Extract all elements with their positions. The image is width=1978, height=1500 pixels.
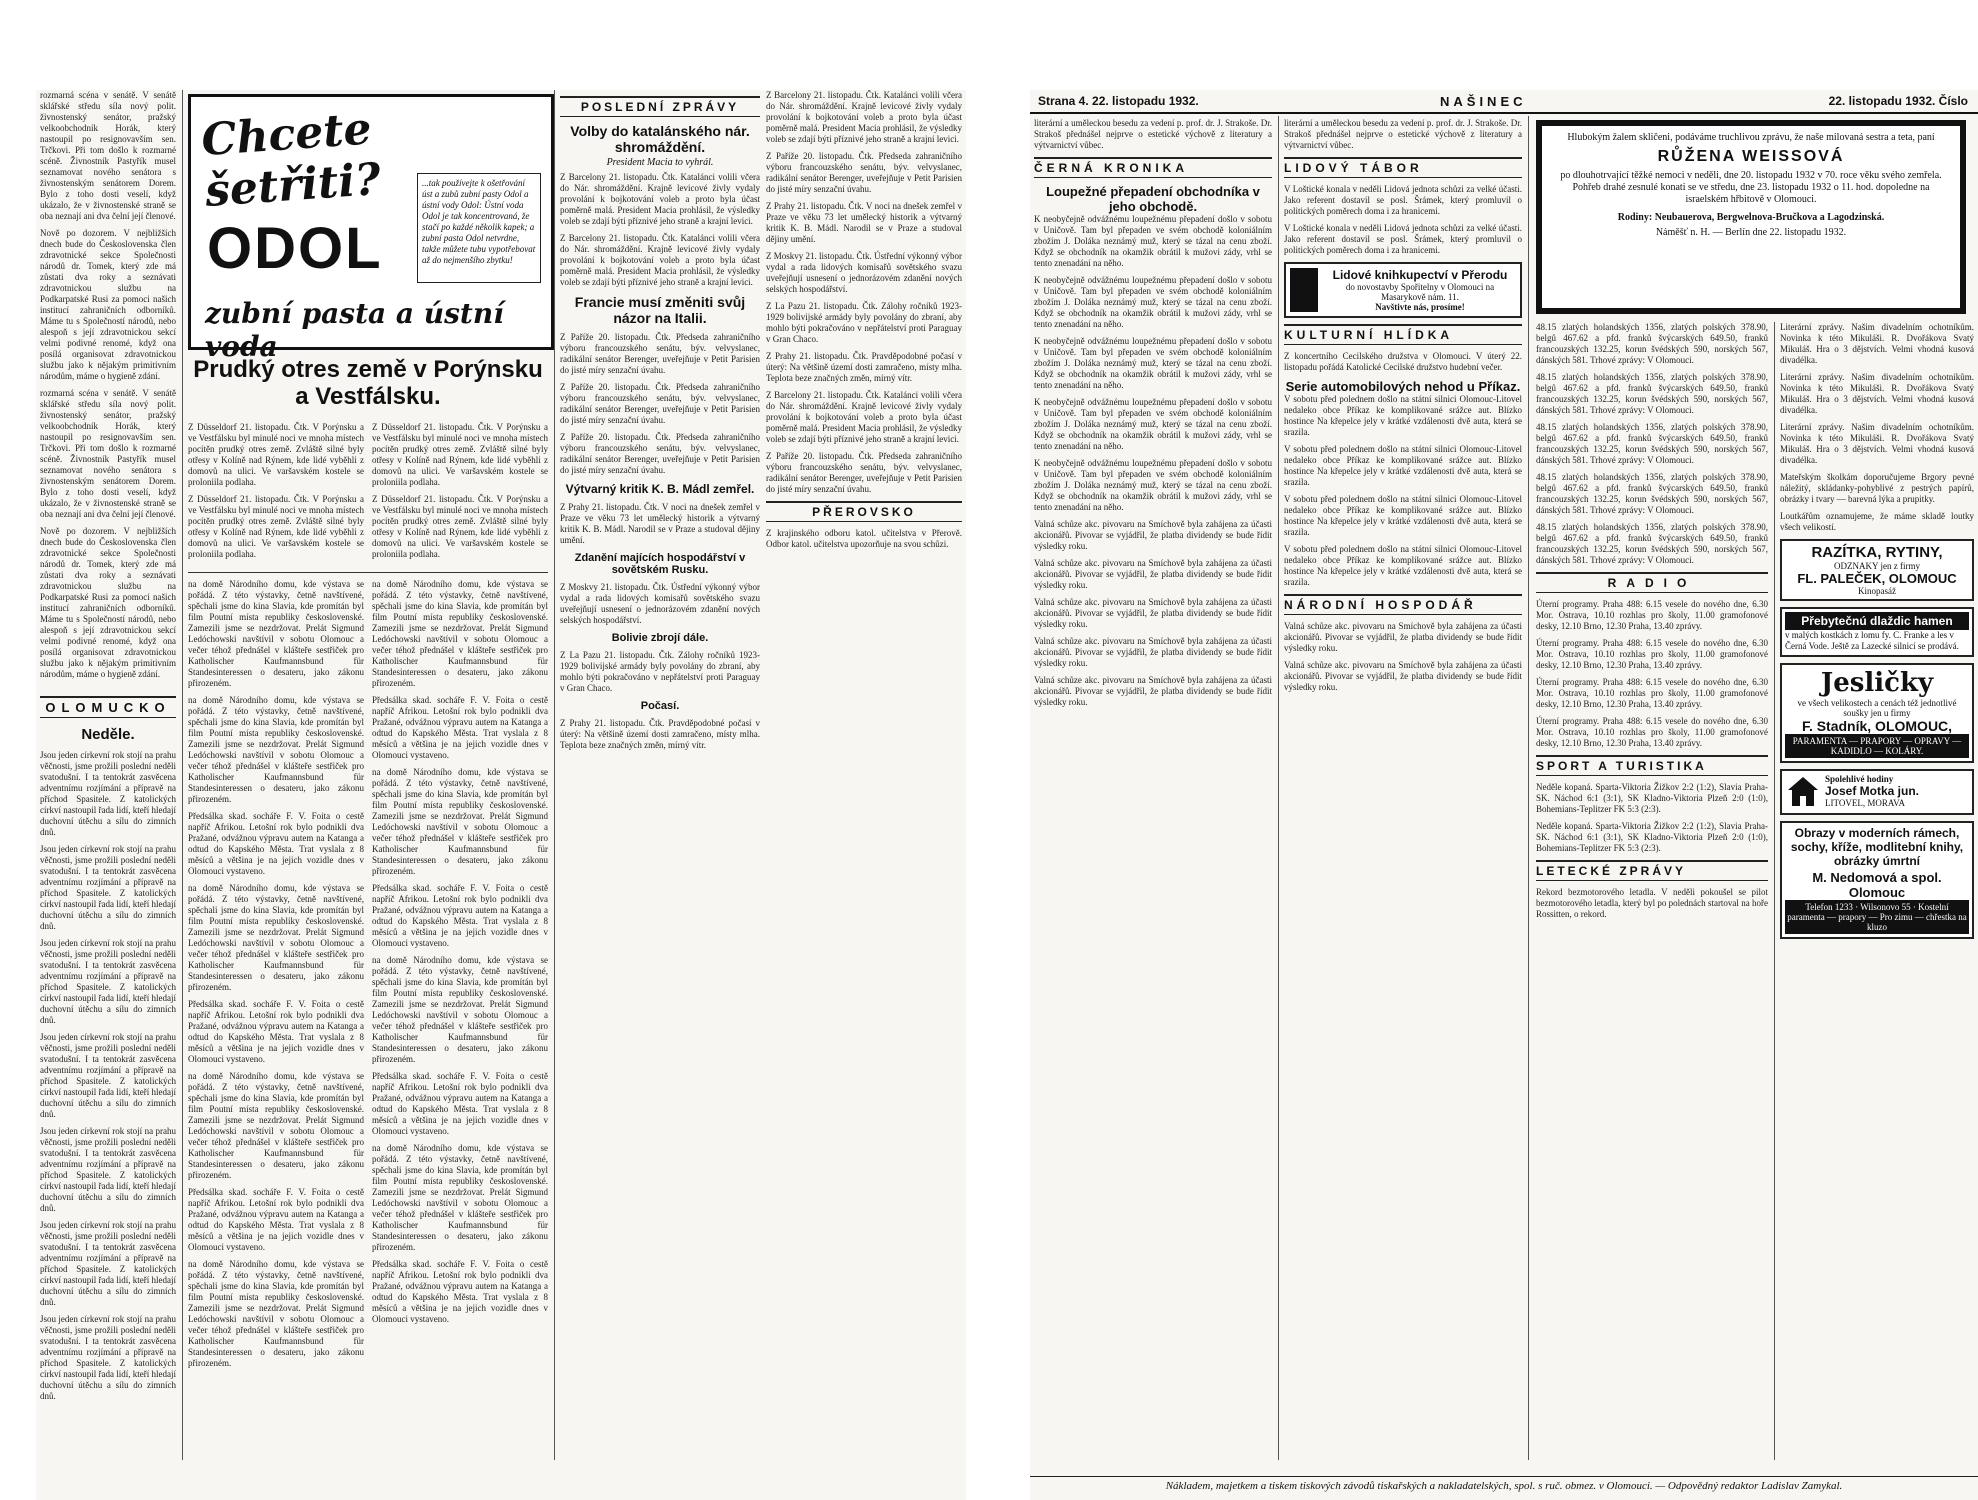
article-text: Jsou jeden církevní rok stojí na prahu věčnosti, jsme prožili poslední neděli svatodušní. I ta tentokrát zasvěcena adventnímu rozjímání a přípravě na příchod Spasitele. Z katolických církví nastoupil řada lidí, kteří hledají duchovní útěchu a sílu do zimních dnů. [40,1126,176,1213]
section-letecke: LETECKÉ ZPRÁVY [1536,860,1768,881]
notice-intro: Hlubokým žalem skličeni, podáváme truchlivou zprávu, že naše milovaná sestra a teta, paní [1567,132,1935,143]
article-text: Loutkářům oznamujeme, že máme skladě loutky všech velikostí. [1780,511,1974,532]
article-text: 48.15 zlatých holandských 1356, zlatých polských 378.90, belgů 467.62 a pfd. franků švýcarských 649.50, franků francouzských 132.25, korun švédských 590, norských 567, dánských 581. Trhové zprávy: V Olomouci. [1536,322,1768,365]
headline-earthquake: Prudký otres země v Porýnsku a Vestfálsku. [193,356,543,410]
right-col-2 [1284,118,1522,1460]
header-right: 22. listopadu 1932. Číslo [1828,94,1968,108]
article-text: V sobotu před polednem došlo na státní silnici Olomouc-Litovel nedaleko obce Příkaz ke komplikované srážce aut. Blízko hostince Na křepelce jely v krátké vzdálenosti dvě auta, která se srazila. [1284,494,1522,537]
ad-text: v malých kostkách z lomu fy. C. Franke a les v Černá Vode. Ještě za Lazecké silnicí se prodává. [1785,630,1959,651]
article-text: Mateřským školkám doporučujeme Brgory pevné náležitý, skládanky-pohyblivé z pestrých papírů, obrázky i tvary — barevná lýka a prupitky. [1780,472,1974,504]
ad-subtitle: ODZNAKY jen z firmy [1834,561,1920,571]
article-text: Nově po dozorem. V nejbližších dnech bude do Československa člen zdravotnické sekce Společnosti národů dr. Tomek, který zde má zůstati dva roky a seznávati zdravotnickou službu na Podkarpatské Rusi za pomoci našich institucí zahraničních odborníků. Máme tu s Společností národů, nebo alespoň s její zdravotnickou sekcí velmi podivné renomé, když ona posílá organisovat zdravotnickou službu jako k nějakým primitivním národům, máme o hygieně zdání. [40,228,176,381]
ad-title: Přebytečnú dlaždic hamen [1785,612,1969,630]
ad-address: LITOVEL, MORAVA [1825,798,1906,808]
right-col-4 [1780,322,1974,1460]
ad-hodiny [1780,769,1974,815]
page-footer: Nákladem, majetkem a tiskem tiskových závodů tiskařských a nakladatelských, spol. s ruč. obmez. v Olomouci. — Odpovědný redaktor Ladislav Zamykal. [1030,1476,1978,1492]
article-text: Úterní programy. Praha 488: 6.15 vesele do nového dne, 6.30 Mor. Ostrava, 10.10 rozhlas pro školy, 11.00 gramofonové desky, 12.10 Brno, 12.30 Praha, 13.40 zprávy. [1536,716,1768,748]
article-text: Z krajinského odboru katol. učitelstva v Přerově. Odbor katol. učitelstva upozorňuje na svou schůzi. [766,528,962,549]
page-header [1030,90,1978,114]
article-columns [188,579,548,1375]
article-text: V sobotu před polednem došlo na státní silnici Olomouc-Litovel nedaleko obce Příkaz ke komplikované srážce aut. Blízko hostince Na křepelce jely v krátké vzdálenosti dvě auta, která se srazila. [1284,394,1522,437]
article-text: Úterní programy. Praha 488: 6.15 vesele do nového dne, 6.30 Mor. Ostrava, 10.10 rozhlas pro školy, 11.00 gramofonové desky, 12.10 Brno, 12.30 Praha, 13.40 zprávy. [1536,677,1768,709]
ad-brand: ODOL [207,216,383,281]
article-text: Z Barcelony 21. listopadu. Čtk. Katalánci volili včera do Nár. shromáždění. Krajně levicové živly vydaly provolání k bojkotování voleb a proto byla účast poměrně malá. President Macia prohlásil, že výsledky voleb se zdají býti příznivé jeho straně a krajní levici. [560,233,760,287]
column-rule [1528,116,1529,1460]
article-text: Jsou jeden církevní rok stojí na prahu věčnosti, jsme prožili poslední neděli svatodušní. I ta tentokrát zasvěcena adventnímu rozjímání a přípravě na příchod Spasitele. Z katolických církví nastoupil řada lidí, kteří hledají duchovní útěchu a sílu do zimních dnů. [40,938,176,1025]
notice-place: Náměšť n. H. — Berlín dne 22. listopadu 1932. [1655,227,1847,238]
article-text: K neobyčejně odvážnému loupežnému přepadení došlo v sobotu v Uničově. Tam byl přepaden ve svém obchodě koloniálním zbožím J. Doláka neznámý muž, který se tázal na cenu zboží. Když se obchodník na okamžik obrátil k mužovi zády, vrhl se tento znenadání na něho. [1034,275,1272,329]
article-text: 48.15 zlatých holandských 1356, zlatých polských 378.90, belgů 467.62 a pfd. franků švýcarských 649.50, franků francouzských 132.25, korun švédských 590, norských 567, dánských 581. Trhové zprávy: V Olomouci. [1536,372,1768,415]
header-left: Strana 4. 22. listopadu 1932. [1038,94,1199,108]
article-text: Jsou jeden církevní rok stojí na prahu věčnosti, jsme prožili poslední neděli svatodušní. I ta tentokrát zasvěcena adventnímu rozjímání a přípravě na příchod Spasitele. Z katolických církví nastoupil řada lidí, kteří hledají duchovní útěchu a sílu do zimních dnů. [40,1032,176,1119]
article-text: rozmarná scéna v senátě. V senátě sklářské středu síla nový polit. živnostenský senátor, pražský velkoobchodník Horák, který nastoupil po resignovavším sen. Trčkovi. Při tom došlo k rozmarné scéně. Živnostník Pastyřík musel seznamovat nového senátora s živnostenským senátorem Dorem. Bylo z toho dosti veselí, když ukázalo, že v živnostenské straně se oba neznají ani dva čelní její členové. [40,388,176,519]
ad-jeslicky [1780,663,1974,763]
article-text: Z Barcelony 21. listopadu. Čtk. Katalánci volili včera do Nár. shromáždění. Krajně levicové živly vydaly provolání k bojkotování voleb a proto byla účast poměrně malá. President Macia prohlásil, že výsledky voleb se zdají býti příznivé jeho straně a krajní levici. [766,390,962,444]
article-text: Předsálka skad. socháře F. V. Foita o cestě napříč Afrikou. Letošní rok bylo podnikli dva Pražané, odvážnou výpravu autem na Katanga a odtud do Kapského Města. Trat vyslala z 8 měsíců a většina je na jejich vozidle dnes v Olomouci vystaveno. [188,1187,364,1252]
ad-address: Kinopasáž [1858,586,1896,596]
article-text: na domě Národního domu, kde výstava se pořádá. Z této výstavky, četně navštívené, spěchali jsme do kina Slavia, kde promítán byl film Poutní místa republiky československé. Zamezili jsme se nezdržovat. Prelát Sigmund Ledóchowski navštívil v sobotu Olomouc a večer téhož přednášel v klášteře sestřiček pro Katholischer Kaufmannsbund für Standesinteressen o desateru, jako zákonu přirozeném. [188,579,364,688]
left-col-3 [560,90,760,1500]
article-text: na domě Národního domu, kde výstava se pořádá. Z této výstavky, četně navštívené, spěchali jsme do kina Slavia, kde promítán byl film Poutní místa republiky československé. Zamezili jsme se nezdržovat. Prelát Sigmund Ledóchowski navštívil v sobotu Olomouc a večer téhož přednášel v klášteře sestřiček pro Katholischer Kaufmannsbund für Standesinteressen o desateru, jako zákonu přirozeném. [372,955,548,1064]
headline: Výtvarný kritik K. B. Mádl zemřel. [565,482,755,496]
article-text: Z Düsseldorf 21. listopadu. Čtk. V Porýnsku a ve Vestfálsku byl minulé noci ve mnoha místech pocítěn prudký otres země. Zvláště silné byly otřesy v Kolíně nad Rýnem, kde lidé vyběhli z domovů na ulici. Ve varšavském kostele se proloniila podlaha. [188,422,364,487]
article-text: Neděle kopaná. Sparta-Viktoria Žižkov 2:2 (1:2), Slavia Praha-SK. Náchod 6:1 (3:1), SK Kladno-Viktoria Plzeň 2:0 (1:0), Bohemians-Teplitzer FK 5:3 (2:3). [1536,821,1768,853]
article-text: Předsálka skad. socháře F. V. Foita o cestě napříč Afrikou. Letošní rok bylo podnikli dva Pražané, odvážnou výpravu autem na Katanga a odtud do Kapského Města. Trat vyslala z 8 měsíců a většina je na jejich vozidle dnes v Olomouci vystaveno. [372,1071,548,1136]
ad-text: Telefon 1233 · Wilsonovo 55 · Kostelní paramenta — prapory — Pro zimu — chřestka na kluzo [1785,900,1969,934]
article-text: na domě Národního domu, kde výstava se pořádá. Z této výstavky, četně navštívené, spěchali jsme do kina Slavia, kde promítán byl film Poutní místa republiky československé. Zamezili jsme se nezdržovat. Prelát Sigmund Ledóchowski navštívil v sobotu Olomouc a večer téhož přednášel v klášteře sestřiček pro Katholischer Kaufmannsbund für Standesinteressen o desateru, jako zákonu přirozeném. [188,1259,364,1368]
article-columns [188,422,548,566]
section-sport: SPORT A TURISTIKA [1536,755,1768,776]
article-text: rozmarná scéna v senátě. V senátě sklářské středu síla nový polit. živnostenský senátor, pražský velkoobchodník Horák, který nastoupil po resignovavším sen. Trčkovi. Při tom došlo k rozmarné scéně. Živnostník Pastyřík musel seznamovat nového senátora s živnostenským senátorem Dorem. Bylo z toho dosti veselí, když ukázalo, že v živnostenské straně se oba neznají ani dva čelní její členové. [40,90,176,221]
column-rule [1774,322,1775,1460]
article-text: K neobyčejně odvážnému loupežnému přepadení došlo v sobotu v Uničově. Tam byl přepaden ve svém obchodě koloniálním zbožím J. Doláka neznámý muž, který se tázal na cenu zboží. Když se obchodník na okamžik obrátil k mužovi zády, vrhl se tento znenadání na něho. [1034,397,1272,451]
article-text: Z Düsseldorf 21. listopadu. Čtk. V Porýnsku a ve Vestfálsku byl minulé noci ve mnoha místech pocítěn prudký otres země. Zvláště silné byly otřesy v Kolíně nad Rýnem, kde lidé vyběhli z domovů na ulici. Ve varšavském kostele se proloniila podlaha. [372,422,548,487]
article-text: Úterní programy. Praha 488: 6.15 vesele do nového dne, 6.30 Mor. Ostrava, 10.10 rozhlas pro školy, 11.00 gramofonové desky, 12.10 Brno, 12.30 Praha, 13.40 zprávy. [1536,599,1768,631]
headline: Loupežné přepadení obchodníka v jeho obchodě. [1046,184,1260,214]
article-text: na domě Národního domu, kde výstava se pořádá. Z této výstavky, četně navštívené, spěchali jsme do kina Slavia, kde promítán byl film Poutní místa republiky československé. Zamezili jsme se nezdržovat. Prelát Sigmund Ledóchowski navštívil v sobotu Olomouc a večer téhož přednášel v klášteře sestřiček pro Katholischer Kaufmannsbund für Standesinteressen o desateru, jako zákonu přirozeném. [188,883,364,992]
article-text: Jsou jeden církevní rok stojí na prahu věčnosti, jsme prožili poslední neděli svatodušní. I ta tentokrát zasvěcena adventnímu rozjímání a přípravě na příchod Spasitele. Z katolických církví nastoupil řada lidí, kteří hledají duchovní útěchu a sílu do zimních dnů. [40,844,176,931]
ad-title: Spolehlivé hodiny [1825,774,1894,784]
article-text: Předsálka skad. socháře F. V. Foita o cestě napříč Afrikou. Letošní rok bylo podnikli dva Pražané, odvážnou výpravu autem na Katanga a odtud do Kapského Města. Trat vyslala z 8 měsíců a většina je na jejich vozidle dnes v Olomouci vystaveno. [372,883,548,948]
column-rule [1278,116,1279,1460]
article-text: Valná schůze akc. pivovaru na Smíchově byla zahájena za účasti akcionářů. Pivovar se vyjádřil, že platba dividendy se bude řídit výsledky roku. [1284,660,1522,692]
article-text: 48.15 zlatých holandských 1356, zlatých polských 378.90, belgů 467.62 a pfd. franků švýcarských 649.50, franků francouzských 132.25, korun švédských 590, norských 567, dánských 581. Trhové zprávy: V Olomouci. [1536,522,1768,565]
heading-nedele: Neděle. [81,726,135,743]
ad-dlazdice [1780,607,1974,657]
ad-title: Obrazy v moderních rámech, sochy, kříže, modlitební knihy, obrázky úmrtní [1790,826,1964,868]
article-text: Z Prahy 21. listopadu. Čtk. Pravděpodobné počasí v úterý: Na většině území dosti zamračeno, místy mlha. Teplota beze značných změn, mírný vítr. [560,718,760,750]
headline: Francie musí změniti svůj názor na Italii. [574,294,746,326]
article-text: Z Paříže 20. listopadu. Čtk. Předseda zahraničního výboru francouzského senátu, býv. velvyslanec, radikální senátor Berenger, uveřejňuje v Petit Parisien do jisté míry senzační úvahu. [560,332,760,375]
right-page [1030,90,1978,1500]
ad-black-bar [1290,268,1318,312]
ad-brand: FL. PALEČEK, OLOMOUC [1797,571,1957,586]
article-text: K neobyčejně odvážnému loupežnému přepadení došlo v sobotu v Uničově. Tam byl přepaden ve svém obchodě koloniálním zbožím J. Doláka neznámý muž, který se tázal na cenu zboží. Když se obchodník na okamžik obrátil k mužovi zády, vrhl se tento znenadání na něho. [1034,458,1272,512]
ad-items: PARAMENTA — PRAPORY — OPRAVY — KADIDLO — KOLÁRY. [1785,734,1969,758]
ad-title: Jesličky [1820,668,1934,698]
article-text: Z La Pazu 21. listopadu. Čtk. Zálohy ročníků 1923-1929 bolivijské armády byly povolány do zbraní, aby mohlo býti pokračováno v nepřátelství proti Paraguay v Gran Chaco. [560,650,760,693]
article-text: 48.15 zlatých holandských 1356, zlatých polských 378.90, belgů 467.62 a pfd. franků švýcarských 649.50, franků francouzských 132.25, korun švédských 590, norských 567, dánských 581. Trhové zprávy: V Olomouci. [1536,472,1768,515]
article-text: V sobotu před polednem došlo na státní silnici Olomouc-Litovel nedaleko obce Příkaz ke komplikované srážce aut. Blízko hostince Na křepelce jely v krátké vzdálenosti dvě auta, která se srazila. [1284,444,1522,487]
article-text: Úterní programy. Praha 488: 6.15 vesele do nového dne, 6.30 Mor. Ostrava, 10.10 rozhlas pro školy, 11.00 gramofonové desky, 12.10 Brno, 12.30 Praha, 13.40 zprávy. [1536,638,1768,670]
article-text: na domě Národního domu, kde výstava se pořádá. Z této výstavky, četně navštívené, spěchali jsme do kina Slavia, kde promítán byl film Poutní místa republiky československé. Zamezili jsme se nezdržovat. Prelát Sigmund Ledóchowski navštívil v sobotu Olomouc a večer téhož přednášel v klášteře sestřiček pro Katholischer Kaufmannsbund für Standesinteressen o desateru, jako zákonu přirozeném. [188,1071,364,1180]
article-text: Předsálka skad. socháře F. V. Foita o cestě napříč Afrikou. Letošní rok bylo podnikli dva Pražané, odvážnou výpravu autem na Katanga a odtud do Kapského Města. Trat vyslala z 8 měsíců a většina je na jejich vozidle dnes v Olomouci vystaveno. [188,811,364,876]
ad-brand: Josef Motka jun. [1825,784,1920,798]
article-text: Předsálka skad. socháře F. V. Foita o cestě napříč Afrikou. Letošní rok bylo podnikli dva Pražané, odvážnou výpravu autem na Katanga a odtud do Kapského Města. Trat vyslala z 8 měsíců a většina je na jejich vozidle dnes v Olomouci vystaveno. [372,695,548,760]
headline: Bolivie zbrojí dále. [611,632,709,644]
lidove-knihkupectvi-ad [1284,262,1522,318]
article-text: Z Barcelony 21. listopadu. Čtk. Katalánci volili včera do Nár. shromáždění. Krajně levicové živly vydaly provolání k bojkotování voleb a proto byla účast poměrně malá. President Macia prohlásil, že výsledky voleb se zdají býti příznivé jeho straně a krajní levici. [560,172,760,226]
header-masthead: NAŠINEC [1440,94,1527,109]
section-radio: RADIO [1536,572,1768,593]
left-page [36,90,966,1500]
article-text: Rekord bezmotorového letadla. V neděli pokoušel se pilot bezmotorového letadla, který byl po polednách startoval na hoře Rossitten, o rekord. [1536,887,1768,919]
article-text: Z Moskvy 21. listopadu. Čtk. Ústřední výkonný výbor vydal a rada lidových komisařů sovětského svazu uveřejňují usnesení o jednorázovém zdanění nových selských hospodářství. [560,582,760,625]
article-text: Z Paříže 20. listopadu. Čtk. Předseda zahraničního výboru francouzského senátu, býv. velvyslanec, radikální senátor Berenger, uveřejňuje v Petit Parisien do jisté míry senzační úvahu. [560,382,760,425]
section-olomucko: OLOMUCKO [40,696,176,718]
article-text: Valná schůze akc. pivovaru na Smíchově byla zahájena za účasti akcionářů. Pivovar se vyjádřil, že platba dividendy se bude řídit výsledky roku. [1034,675,1272,707]
section-lidovy-tabor: LIDOVÝ TÁBOR [1284,157,1522,178]
left-col-4 [766,90,962,1500]
section-cerna-kronika: ČERNÁ KRONIKA [1034,157,1272,178]
ad-title: Lidové knihkupectví v Přerodu [1332,268,1508,282]
ad-title: RAZÍTKA, RYTINY, [1811,544,1943,561]
subheadline: President Macia to vyhrál. [606,157,714,168]
article-text: Jsou jeden církevní rok stojí na prahu věčnosti, jsme prožili poslední neděli svatodušní. I ta tentokrát zasvěcena adventnímu rozjímání a přípravě na příchod Spasitele. Z katolických církví nastoupil řada lidí, kteří hledají duchovní útěchu a sílu do zimních dnů. [40,1220,176,1307]
article-block [40,750,176,1500]
column-rule [554,90,555,1460]
divider [188,572,548,573]
ad-text: ve všech velikostech a cenách též jednotlivé soušky jen u firmy [1797,698,1957,718]
article-text: na domě Národního domu, kde výstava se pořádá. Z této výstavky, četně navštívené, spěchali jsme do kina Slavia, kde promítán byl film Poutní místa republiky československé. Zamezili jsme se nezdržovat. Prelát Sigmund Ledóchowski navštívil v sobotu Olomouc a večer téhož přednášel v klášteře sestřiček pro Katholischer Kaufmannsbund für Standesinteressen o desateru, jako zákonu přirozeném. [372,579,548,688]
article-text: na domě Národního domu, kde výstava se pořádá. Z této výstavky, četně navštívené, spěchali jsme do kina Slavia, kde promítán byl film Poutní místa republiky československé. Zamezili jsme se nezdržovat. Prelát Sigmund Ledóchowski navštívil v sobotu Olomouc a večer téhož přednášel v klášteře sestřiček pro Katholischer Kaufmannsbund für Standesinteressen o desateru, jako zákonu přirozeném. [372,1143,548,1252]
headline: Serie automobilových nehod u Příkaz. [1285,379,1521,394]
article-text: Z Paříže 20. listopadu. Čtk. Předseda zahraničního výboru francouzského senátu, býv. velvyslanec, radikální senátor Berenger, uveřejňuje v Petit Parisien do jisté míry senzační úvahu. [766,451,962,494]
article-text: Předsálka skad. socháře F. V. Foita o cestě napříč Afrikou. Letošní rok bylo podnikli dva Pražané, odvážnou výpravu autem na Katanga a odtud do Kapského Města. Trat vyslala z 8 měsíců a většina je na jejich vozidle dnes v Olomouci vystaveno. [188,999,364,1064]
left-col-1 [40,90,176,1500]
article-text: Z Paříže 20. listopadu. Čtk. Předseda zahraničního výboru francouzského senátu, býv. velvyslanec, radikální senátor Berenger, uveřejňuje v Petit Parisien do jisté míry senzační úvahu. [560,432,760,475]
article-text: Nově po dozorem. V nejbližších dnech bude do Československa člen zdravotnické sekce Společnosti národů dr. Tomek, který zde má zůstati dva roky a seznávati zdravotnickou službu na Podkarpatské Rusi za pomoci našich institucí zahraničních odborníků. Máme tu s Společností národů, nebo alespoň s její zdravotnickou sekcí velmi podivné renomé, když ona posílá organisovat zdravotnickou službu jako k nějakým primitivním národům, máme o hygieně zdání. [40,526,176,679]
article-text: literární a uměleckou besedu za vedení p. prof. dr. J. Strakoše. Dr. Strakoš přednášel nejprve o estetické výchově z literatury a výtvarnictví vůbec. [1284,118,1522,150]
article-text: Literární zprávy. Našim divadelním ochotníkům. Novinka k této Mikuláši. R. Dvořákova Svatý Mikuláš. Hra o 3 dějstvích. Velmi vhodná kusová divadélka. [1780,372,1974,415]
headline: Zdanění majících hospodářství v sovětském Rusku. [574,552,746,576]
article-text: literární a uměleckou besedu za vedení p. prof. dr. J. Strakoše. Dr. Strakoš přednášel nejprve o estetické výchově z literatury a výtvarnictví vůbec. [1034,118,1272,150]
headline: Volby do katalánského nár. shromáždění. [570,123,750,155]
column-rule [182,90,183,1460]
article-text: Valná schůze akc. pivovaru na Smíchově byla zahájena za účasti akcionářů. Pivovar se vyjádřil, že platba dividendy se bude řídit výsledky roku. [1034,558,1272,590]
ad-razitka [1780,539,1974,601]
article-text: Z Düsseldorf 21. listopadu. Čtk. V Porýnsku a ve Vestfálsku byl minulé noci ve mnoha místech pocítěn prudký otres země. Zvláště silné byly otřesy v Kolíně nad Rýnem, kde lidé vyběhli z domovů na ulici. Ve varšavském kostele se proloniila podlaha. [188,494,364,559]
notice-family: Rodiny: Neubauerova, Bergwelnova-Bručkova a Lagodzinská. [1617,212,1885,223]
article-text: Z Paříže 20. listopadu. Čtk. Předseda zahraničního výboru francouzského senátu, býv. velvyslanec, radikální senátor Berenger, uveřejňuje v Petit Parisien do jisté míry senzační úvahu. [766,151,962,194]
house-icon [1785,774,1821,810]
section-posledni-zpravy: POSLEDNÍ ZPRÁVY [560,96,760,117]
section-kulturni-hlidka: KULTURNÍ HLÍDKA [1284,324,1522,345]
article-text: Jsou jeden církevní rok stojí na prahu věčnosti, jsme prožili poslední neděli svatodušní. I ta tentokrát zasvěcena adventnímu rozjímání a přípravě na příchod Spasitele. Z katolických církví nastoupil řada lidí, kteří hledají duchovní útěchu a sílu do zimních dnů. [40,750,176,837]
article-text: Literární zprávy. Našim divadelním ochotníkům. Novinka k této Mikuláši. R. Dvořákova Svatý Mikuláš. Hra o 3 dějstvích. Velmi vhodná kusová divadélka. [1780,322,1974,365]
notice-text: po dlouhotrvající těžké nemoci v neděli, dne 20. listopadu 1932 v 70. roce věku svého zemřela. Pohřeb drahé zesnulé konati se ve středu, dne 23. listopadu 1932 o 11. hod. dopoledne na israelském hřbitově v Olomouci. [1560,170,1942,205]
death-notice [1536,120,1966,314]
article-text: Z Barcelony 21. listopadu. Čtk. Katalánci volili včera do Nár. shromáždění. Krajně levicové živly vydaly provolání k bojkotování voleb a proto byla účast poměrně malá. President Macia prohlásil, že výsledky voleb se zdají býti příznivé jeho straně a krajní levici. [766,90,962,144]
article-text: Valná schůze akc. pivovaru na Smíchově byla zahájena za účasti akcionářů. Pivovar se vyjádřil, že platba dividendy se bude řídit výsledky roku. [1284,621,1522,653]
section-prerovsko: PŘEROVSKO [766,501,962,522]
article-text: Z Prahy 21. listopadu. Čtk. Pravděpodobné počasí v úterý: Na většině území dosti zamračeno, místy mlha. Teplota beze značných změn, mírný vítr. [766,351,962,383]
headline: Počasí. [640,700,680,712]
right-col-3 [1536,322,1768,1460]
ad-brand: F. Stadník, OLOMOUC, [1801,718,1953,734]
article-text: 48.15 zlatých holandských 1356, zlatých polských 378.90, belgů 467.62 a pfd. franků švýcarských 649.50, franků francouzských 132.25, korun švédských 590, norských 567, dánských 581. Trhové zprávy: V Olomouci. [1536,422,1768,465]
section-narodni-hospodar: NÁRODNÍ HOSPODÁŘ [1284,594,1522,615]
ad-tagline: zubní pasta a ústní voda [205,297,504,363]
article-text: K neobyčejně odvážnému loupežnému přepadení došlo v sobotu v Uničově. Tam byl přepaden ve svém obchodě koloniálním zbožím J. Doláka neznámý muž, který se tázal na cenu zboží. Když se obchodník na okamžik obrátil k mužovi zády, vrhl se tento znenadání na něho. [1034,214,1272,268]
ad-obrazy [1780,821,1974,939]
ad-body: ...tak používejte k ošetřování úst a zubů zubní pasty Odol a ústní vody Odol: Ústní voda Odol je tak koncentrovaná, že stačí po každé několik kapek; a zubní pasta Odol netvrdne, takže můžete tubu vypotřebovat až do nejmenšího zbytku! [417,173,541,283]
article-text: Jsou jeden církevní rok stojí na prahu věčnosti, jsme prožili poslední neděli svatodušní. I ta tentokrát zasvěcena adventnímu rozjímání a přípravě na příchod Spasitele. Z katolických církví nastoupil řada lidí, kteří hledají duchovní útěchu a sílu do zimních dnů. [40,1314,176,1401]
article-text: Z koncertního Cecilského družstva v Olomouci. V úterý 22. listopadu pořádá Katolické Cecilské družstvo hudební večer. [1284,351,1522,372]
article-text: V sobotu před polednem došlo na státní silnici Olomouc-Litovel nedaleko obce Příkaz ke komplikované srážce aut. Blízko hostince Na křepelce jely v krátké vzdálenosti dvě auta, která se srazila. [1284,544,1522,587]
ad-note: Navštivte nás, prosíme! [1375,302,1465,312]
article-text: Valná schůze akc. pivovaru na Smíchově byla zahájena za účasti akcionářů. Pivovar se vyjádřil, že platba dividendy se bude řídit výsledky roku. [1034,636,1272,668]
article-text: Z Düsseldorf 21. listopadu. Čtk. V Porýnsku a ve Vestfálsku byl minulé noci ve mnoha místech pocítěn prudký otres země. Zvláště silné byly otřesy v Kolíně nad Rýnem, kde lidé vyběhli z domovů na ulici. Ve varšavském kostele se proloniila podlaha. [372,494,548,559]
article-text: K neobyčejně odvážnému loupežnému přepadení došlo v sobotu v Uničově. Tam byl přepaden ve svém obchodě koloniálním zbožím J. Doláka neznámý muž, který se tázal na cenu zboží. Když se obchodník na okamžik obrátil k mužovi zády, vrhl se tento znenadání na něho. [1034,336,1272,390]
article-text: Literární zprávy. Našim divadelním ochotníkům. Novinka k této Mikuláši. R. Dvořákova Svatý Mikuláš. Hra o 3 dějstvích. Velmi vhodná kusová divadélka. [1780,422,1974,465]
odol-advertisement [188,94,554,363]
article-text: Z Prahy 21. listopadu. Čtk. V noci na dnešek zemřel v Praze ve věku 73 let umělecký historik a výtvarný kritik K. B. Mádl. Narodil se v Praze a studoval dějiny umění. [766,201,962,244]
right-col-1 [1034,118,1272,1460]
ad-headline: Chcete šetřiti? [199,103,383,218]
article-text: Valná schůze akc. pivovaru na Smíchově byla zahájena za účasti akcionářů. Pivovar se vyjádřil, že platba dividendy se bude řídit výsledky roku. [1034,597,1272,629]
article-text: V Loštické konala v neděli Lidová jednota schůzi za velké účasti. Jako referent dostavil se posl. Šrámek, který promluvil o politických poměrech doma i za hranicemi. [1284,184,1522,216]
article-text: Valná schůze akc. pivovaru na Smíchově byla zahájena za účasti akcionářů. Pivovar se vyjádřil, že platba dividendy se bude řídit výsledky roku. [1034,519,1272,551]
article-text: na domě Národního domu, kde výstava se pořádá. Z této výstavky, četně navštívené, spěchali jsme do kina Slavia, kde promítán byl film Poutní místa republiky československé. Zamezili jsme se nezdržovat. Prelát Sigmund Ledóchowski navštívil v sobotu Olomouc a večer téhož přednášel v klášteře sestřiček pro Katholischer Kaufmannsbund für Standesinteressen o desateru, jako zákonu přirozeném. [372,767,548,876]
article-text: Z Moskvy 21. listopadu. Čtk. Ústřední výkonný výbor vydal a rada lidových komisařů sovětského svazu uveřejňují usnesení o jednorázovém zdanění nových selských hospodářství. [766,251,962,294]
ad-brand: M. Nedomová a spol. Olomouc [1812,870,1942,900]
article-text: V Loštické konala v neděli Lidová jednota schůzi za velké účasti. Jako referent dostavil se posl. Šrámek, který promluvil o politických poměrech doma i za hranicemi. [1284,223,1522,255]
article-text: Neděle kopaná. Sparta-Viktoria Žižkov 2:2 (1:2), Slavia Praha-SK. Náchod 6:1 (3:1), SK Kladno-Viktoria Plzeň 2:0 (1:0), Bohemians-Teplitzer FK 5:3 (2:3). [1536,782,1768,814]
article-text: Z Prahy 21. listopadu. Čtk. V noci na dnešek zemřel v Praze ve věku 73 let umělecký historik a výtvarný kritik K. B. Mádl. Narodil se v Praze a studoval dějiny umění. [560,502,760,545]
article-text: na domě Národního domu, kde výstava se pořádá. Z této výstavky, četně navštívené, spěchali jsme do kina Slavia, kde promítán byl film Poutní místa republiky československé. Zamezili jsme se nezdržovat. Prelát Sigmund Ledóchowski navštívil v sobotu Olomouc a večer téhož přednášel v klášteře sestřiček pro Katholischer Kaufmannsbund für Standesinteressen o desateru, jako zákonu přirozeném. [188,695,364,804]
left-col-2 [188,352,548,1500]
ad-subtitle: do novostavby Spořitelny v Olomouci na Masarykově nám. 11. [1345,282,1495,302]
article-text: Z La Pazu 21. listopadu. Čtk. Zálohy ročníků 1923-1929 bolivijské armády byly povolány do zbraní, aby mohlo býti pokračováno v nepřátelství proti Paraguay v Gran Chaco. [766,301,962,344]
article-text: Předsálka skad. socháře F. V. Foita o cestě napříč Afrikou. Letošní rok bylo podnikli dva Pražané, odvážnou výpravu autem na Katanga a odtud do Kapského Města. Trat vyslala z 8 měsíců a většina je na jejich vozidle dnes v Olomouci vystaveno. [372,1259,548,1324]
notice-name: RŮŽENA WEISSOVÁ [1657,148,1845,165]
